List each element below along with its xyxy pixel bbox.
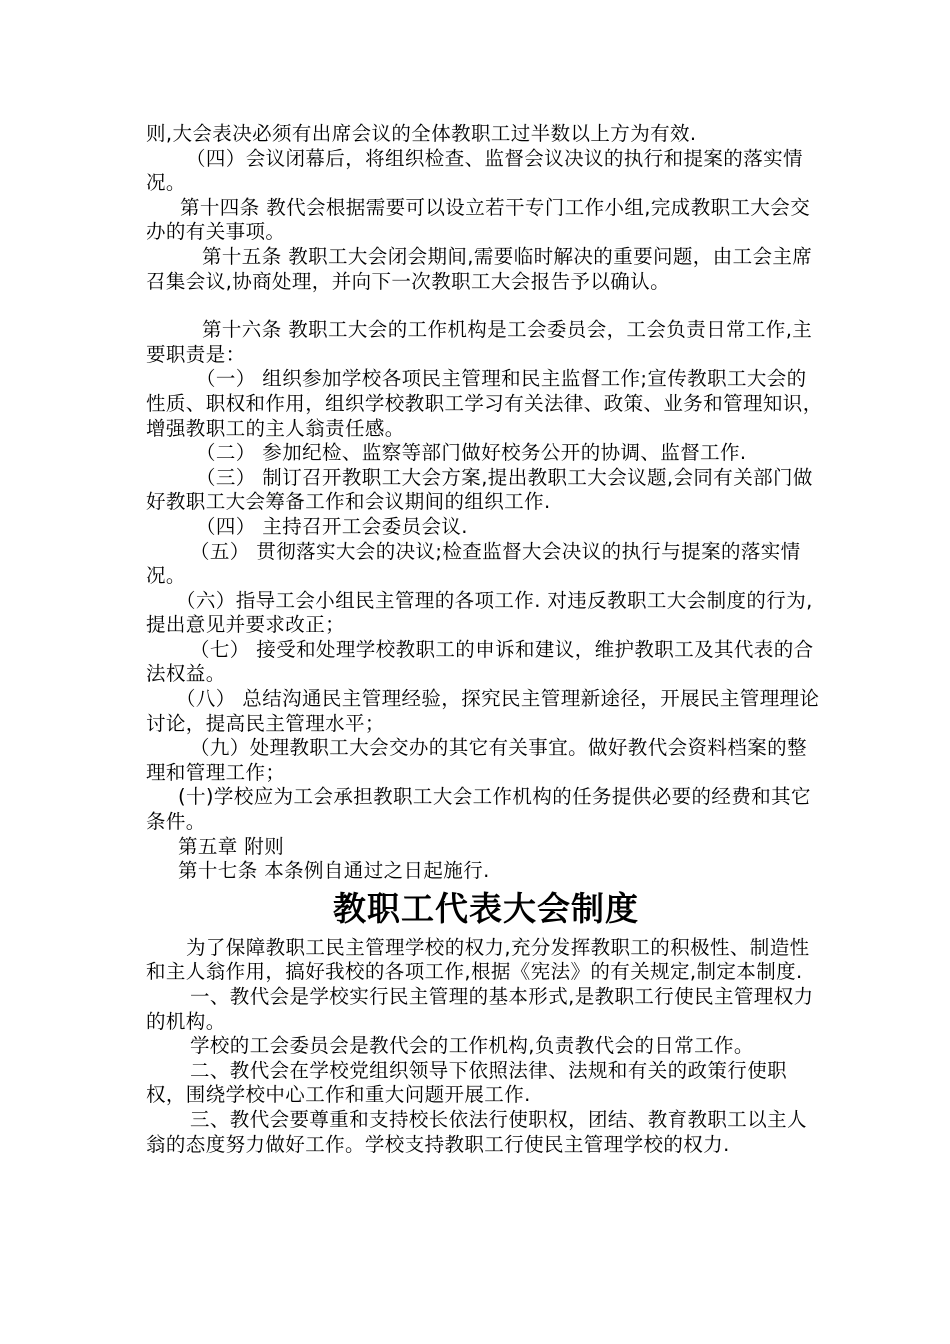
paragraph: 一、教代会是学校实行民主管理的基本形式,是教职工行使民主管理权力的机构。 — [146, 985, 814, 1033]
regulation-section — [146, 122, 826, 884]
paragraph: 第十五条 教职工大会闭会期间,需要临时解决的重要问题，由工会主席召集会议,协商处理，并向下一次教职工大会报告予以确认。 — [146, 244, 813, 293]
paragraph: 第五章 附则 — [178, 834, 285, 858]
paragraph: 三、教代会要尊重和支持校长依法行使职权，团结、教育教职工以主人翁的态度努力做好工作。学校支持教职工行使民主管理学校的权力. — [146, 1107, 807, 1156]
system-section — [146, 936, 826, 1157]
paragraph: 为了保障教职工民主管理学校的权力,充分发挥教职工的积极性、制造性和主人翁作用，搞好我校的各项工作,根据《宪法》的有关规定,制定本制度. — [146, 935, 810, 984]
paragraph: 第十四条 教代会根据需要可以设立若干专门工作小组,完成教职工大会交办的有关事项。 — [146, 195, 811, 244]
paragraph: （四） 主持召开工会委员会议. — [196, 514, 468, 538]
paragraph-gap — [146, 294, 826, 318]
document-body — [146, 122, 826, 1157]
paragraph: （八） 总结沟通民主管理经验，探究民主管理新途径，开展民主管理理论讨论，提高民主管理水平； — [146, 687, 820, 735]
paragraph: （二） 参加纪检、监察等部门做好校务公开的协调、监督工作. — [196, 441, 747, 465]
paragraph: （一） 组织参加学校各项民主管理和民主监督工作;宣传教职工大会的性质、职权和作用，组织学校教职工学习有关法律、政策、业务和管理知识，增强教职工的主人翁责任感。 — [146, 367, 823, 440]
paragraph: （五） 贯彻落实大会的决议;检查监督大会决议的执行与提案的落实情况。 — [146, 539, 801, 588]
paragraph: （四）会议闭幕后，将组织检查、监督会议决议的执行和提案的落实情况。 — [146, 146, 803, 195]
paragraph: （七） 接受和处理学校教职工的申诉和建议，维护教职工及其代表的合法权益。 — [146, 637, 814, 686]
paragraph: （九）处理教职工大会交办的其它有关事宜。做好教代会资料档案的整理和管理工作； — [146, 736, 807, 784]
paragraph: 则,大会表决必须有出席会议的全体教职工过半数以上方为有效. — [146, 122, 697, 145]
paragraph: 第十七条 本条例自通过之日起施行. — [178, 859, 490, 883]
document-title: 教职工代表大会制度 — [333, 888, 639, 928]
paragraph: (十)学校应为工会承担教职工大会工作机构的任务提供必要的经费和其它条件。 — [146, 785, 811, 834]
paragraph: 第十六条 教职工大会的工作机构是工会委员会，工会负责日常工作,主要职责是： — [146, 318, 813, 366]
paragraph: 二、教代会在学校党组织领导下依照法律、法规和有关的政策行使职权，围绕学校中心工作和重大问题开展工作. — [146, 1058, 788, 1107]
paragraph: （三） 制订召开教职工大会方案,提出教职工大会议题,会同有关部门做好教职工大会筹备工作和会议期间的组织工作. — [146, 465, 813, 514]
paragraph: （六）指导工会小组民主管理的各项工作. 对违反教职工大会制度的行为,提出意见并要求改正； — [146, 588, 813, 637]
paragraph: 学校的工会委员会是教代会的工作机构,负责教代会的日常工作。 — [190, 1034, 754, 1058]
